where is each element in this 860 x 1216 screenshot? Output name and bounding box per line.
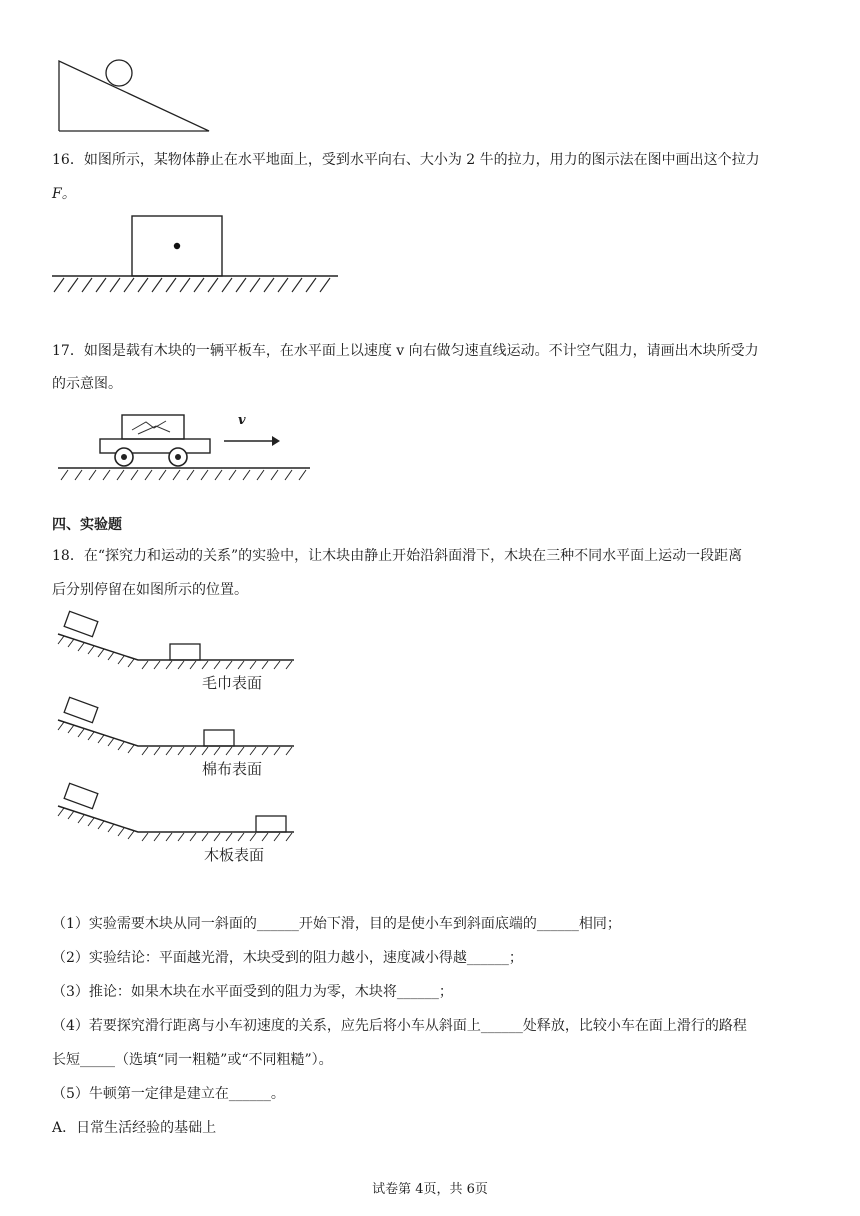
section-title: 四、实验题	[52, 517, 122, 533]
q17-text-line2: 的示意图。	[52, 376, 122, 392]
block-on-ground-figure	[52, 214, 342, 296]
cart-figure	[58, 412, 318, 482]
ball-icon	[106, 60, 132, 86]
q18-option-a: A．日常生活经验的基础上	[52, 1120, 217, 1136]
q18-part-4: （4）若要探究滑行距离与小车初速度的关系，应先后将小车从斜面上______处释放，比较小车在面上滑行的路程	[52, 1018, 747, 1034]
surface-label-towel: 毛巾表面	[202, 674, 263, 692]
q18-text-line1: 18．在“探究力和运动的关系”的实验中，让木块由静止开始沿斜面滑下，木块在三种不同水平面上运动一段距离	[52, 548, 743, 564]
ramp-figure-towel	[52, 614, 297, 672]
q18-text-line2: 后分别停留在如图所示的位置。	[52, 582, 248, 598]
incline-ball-figure	[55, 55, 215, 135]
page-footer: 试卷第 4页，共 6页	[372, 1182, 488, 1197]
q18-part-2: （2）实验结论：平面越光滑，木块受到的阻力越小，速度减小得越______；	[52, 950, 523, 966]
q18-part-1: （1）实验需要木块从同一斜面的______开始下滑，目的是使小车到斜面底端的______相同；	[52, 916, 621, 932]
surface-label-wood: 木板表面	[204, 846, 265, 864]
q18-part-4-cont: 长短_____（选填“同一粗糙”或“不同粗糙”）。	[52, 1052, 333, 1068]
q18-part-5: （5）牛顿第一定律是建立在______。	[52, 1086, 285, 1102]
ramp-figure-wood	[52, 786, 297, 844]
q16-text-line1: 16．如图所示，某物体静止在水平地面上，受到水平向右、大小为 2 牛的拉力，用力的图示法在图中画出这个拉力	[52, 152, 760, 168]
q17-text-line1: 17．如图是载有木块的一辆平板车，在水平面上以速度 v 向右做匀速直线运动。不计空气阻力，请画出木块所受力	[52, 343, 759, 359]
q18-part-3: （3）推论：如果木块在水平面受到的阻力为零，木块将______；	[52, 984, 453, 1000]
velocity-label: v	[238, 413, 246, 428]
surface-label-cotton: 棉布表面	[202, 760, 263, 778]
center-dot-icon	[174, 243, 180, 249]
ramp-figure-cotton	[52, 700, 297, 758]
q16-text-line2: F。	[52, 186, 76, 202]
